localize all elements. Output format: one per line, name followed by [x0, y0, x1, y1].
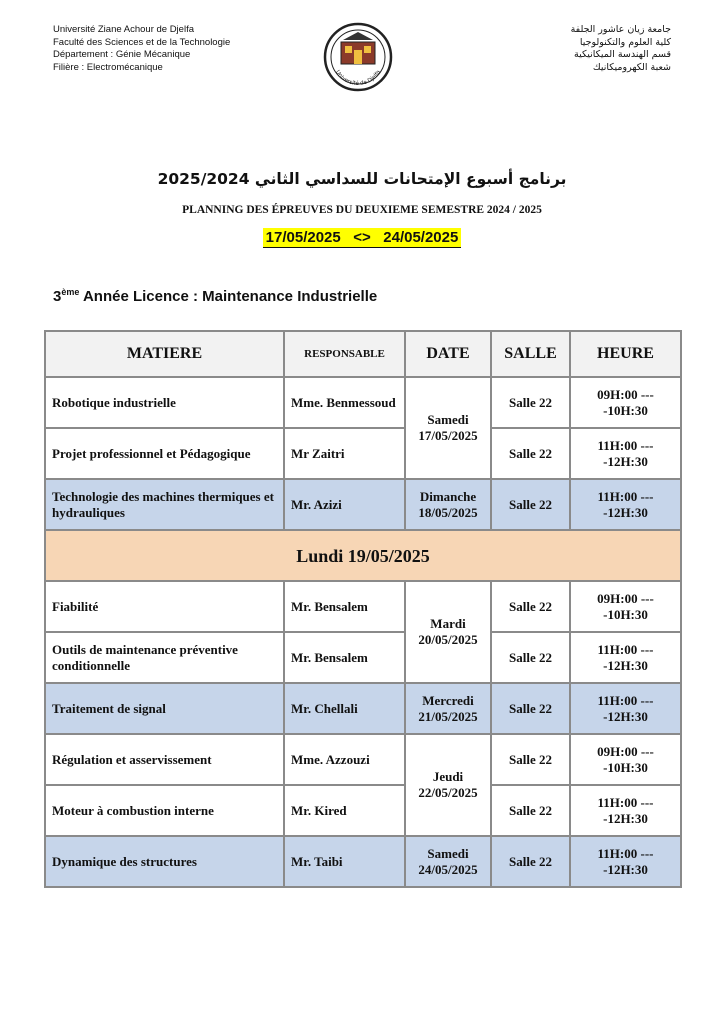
table-row: [45, 683, 681, 734]
header-line: Université Ziane Achour de Djelfa: [53, 24, 194, 35]
date-day: Mercredi: [422, 692, 474, 708]
date-day: Mardi: [430, 616, 466, 631]
university-header-ar: [571, 24, 671, 74]
table-row: [45, 785, 681, 836]
cell-date: [405, 734, 491, 836]
logo-text: Université de Djelfa: [333, 69, 382, 88]
table-row: [45, 581, 681, 632]
exam-period: 17/05/2025 <> 24/05/2025: [263, 228, 462, 248]
table-row: [45, 479, 681, 530]
cell-salle: Salle 22: [491, 377, 570, 428]
cell-matiere: Technologie des machines thermiques et hydrauliques: [45, 479, 284, 530]
cell-matiere: Moteur à combustion interne: [45, 785, 284, 836]
break-day-row: [45, 530, 681, 581]
date-day: Jeudi: [432, 769, 464, 784]
exam-schedule-table: [44, 330, 682, 888]
university-logo-icon: [323, 22, 393, 92]
break-day-label: Lundi 19/05/2025: [45, 530, 681, 581]
cell-salle: Salle 22: [491, 428, 570, 479]
cell-responsable: Mr Zaitri: [284, 428, 405, 479]
cell-responsable: Mme. Benmessoud: [284, 377, 405, 428]
table-row: [45, 428, 681, 479]
cell-salle: Salle 22: [491, 683, 570, 734]
header-line: كلية العلوم والتكنولوجيا: [579, 36, 671, 48]
cell-salle: Salle 22: [491, 479, 570, 530]
level-heading: [53, 287, 377, 305]
cell-heure: 09H:00 ----10H:30: [570, 377, 681, 428]
cell-heure: 11H:00 ----12H:30: [570, 836, 681, 887]
date-value: 20/05/2025: [418, 632, 478, 647]
cell-date: [405, 581, 491, 683]
col-header-date: DATE: [405, 331, 491, 377]
header-line: Faculté des Sciences et de la Technologie: [53, 36, 231, 48]
cell-responsable: Mme. Azzouzi: [284, 734, 405, 785]
cell-matiere: Dynamique des structures: [45, 836, 284, 887]
cell-salle: Salle 22: [491, 785, 570, 836]
cell-responsable: Mr. Bensalem: [284, 632, 405, 683]
date-day: Samedi: [427, 845, 469, 861]
table-row: [45, 632, 681, 683]
period-wrap: [0, 228, 724, 248]
header-line: قسم الهندسة الميكانيكية: [574, 49, 671, 60]
cell-matiere: Régulation et asservissement: [45, 734, 284, 785]
cell-responsable: Mr. Taibi: [284, 836, 405, 887]
col-header-heure: HEURE: [570, 331, 681, 377]
level-sup: ème: [61, 287, 80, 297]
date-day: Dimanche: [419, 488, 477, 504]
cell-heure: 11H:00 ----12H:30: [570, 683, 681, 734]
date-value: 21/05/2025: [418, 708, 478, 724]
col-header-salle: SALLE: [491, 331, 570, 377]
cell-matiere: Projet professionnel et Pédagogique: [45, 428, 284, 479]
date-value: 24/05/2025: [418, 861, 478, 877]
cell-salle: Salle 22: [491, 734, 570, 785]
cell-responsable: Mr. Azizi: [284, 479, 405, 530]
title-french: PLANNING DES ÉPREUVES DU DEUXIEME SEMESTRE 2024 / 2025: [182, 204, 542, 216]
university-header-fr: [53, 24, 230, 74]
date-value: 22/05/2025: [418, 785, 478, 800]
table-row: [45, 377, 681, 428]
header-line: Filière : Electromécanique: [53, 61, 163, 73]
cell-heure: 11H:00 ----12H:30: [570, 479, 681, 530]
table-row: [45, 836, 681, 887]
cell-date: [405, 377, 491, 479]
cell-salle: Salle 22: [491, 632, 570, 683]
cell-responsable: Mr. Kired: [284, 785, 405, 836]
table-header-row: [45, 331, 681, 377]
cell-date: [405, 479, 491, 530]
cell-matiere: Robotique industrielle: [45, 377, 284, 428]
cell-salle: Salle 22: [491, 836, 570, 887]
cell-heure: 11H:00 ----12H:30: [570, 632, 681, 683]
level-number: 3: [53, 288, 62, 305]
col-header-responsable: RESPONSABLE: [284, 331, 405, 377]
cell-heure: 11H:00 ----12H:30: [570, 428, 681, 479]
date-day: Samedi: [427, 412, 469, 427]
title-arabic: برنامج أسبوع الإمتحانات للسداسي الثاني 2025/2024: [157, 170, 567, 188]
cell-heure: 11H:00 ----12H:30: [570, 785, 681, 836]
level-rest: Année Licence : Maintenance Industrielle: [79, 288, 378, 305]
col-header-matiere: MATIERE: [45, 331, 284, 377]
table-row: [45, 734, 681, 785]
cell-date: [405, 683, 491, 734]
header-line: Département : Génie Mécanique: [53, 49, 191, 60]
cell-salle: Salle 22: [491, 581, 570, 632]
cell-matiere: Fiabilité: [45, 581, 284, 632]
header-line: جامعة زيان عاشور الجلفة: [570, 24, 671, 35]
cell-heure: 09H:00 ----10H:30: [570, 581, 681, 632]
cell-matiere: Traitement de signal: [45, 683, 284, 734]
header-line: شعبة الكهروميكانيك: [592, 61, 671, 73]
cell-matiere: Outils de maintenance préventive conditionnelle: [45, 632, 284, 683]
cell-date: [405, 836, 491, 887]
cell-responsable: Mr. Chellali: [284, 683, 405, 734]
date-value: 18/05/2025: [418, 504, 478, 520]
cell-responsable: Mr. Bensalem: [284, 581, 405, 632]
cell-heure: 09H:00 ----10H:30: [570, 734, 681, 785]
date-value: 17/05/2025: [418, 428, 478, 443]
